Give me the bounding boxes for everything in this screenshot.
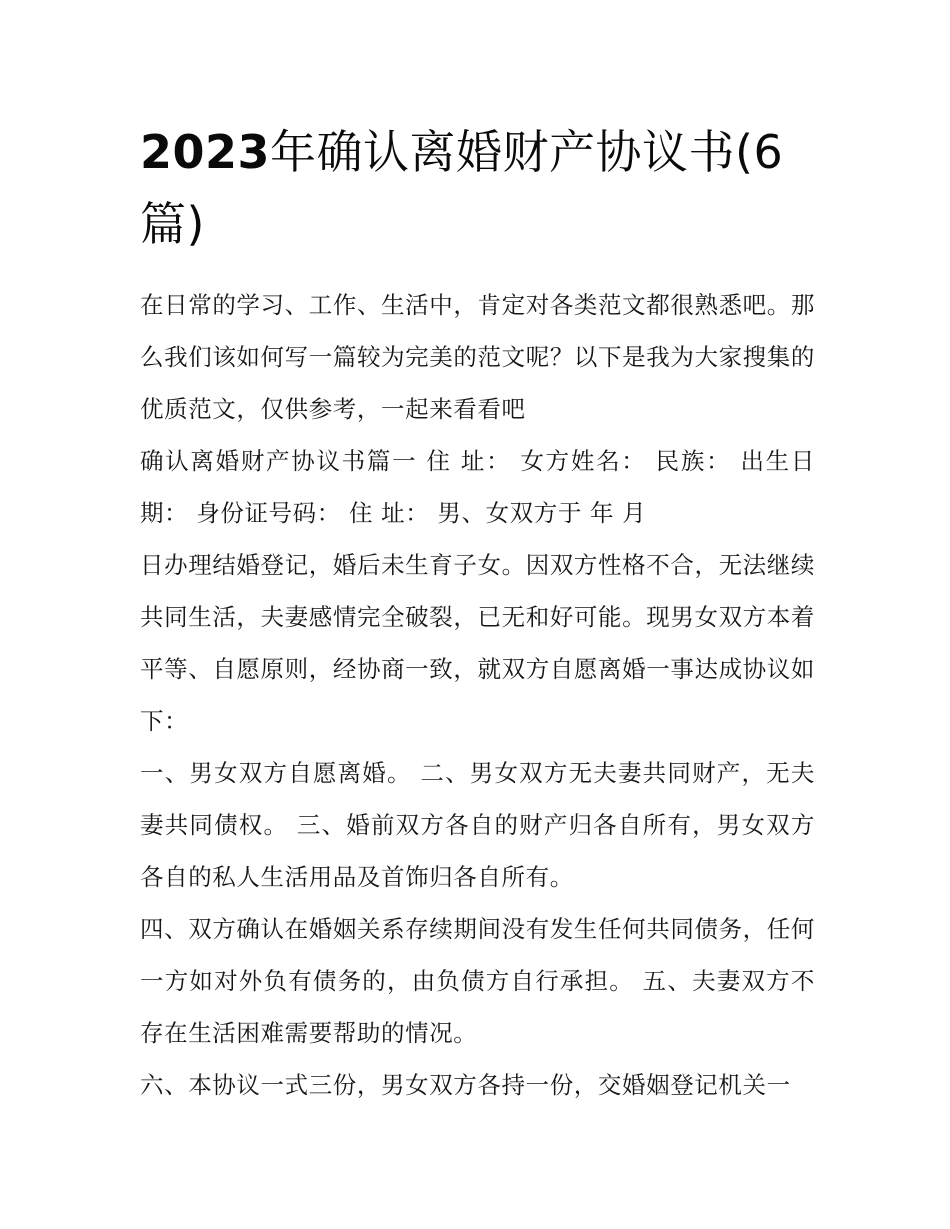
- document-body: [140, 279, 815, 1111]
- title-year: 2023: [140, 125, 271, 179]
- paragraph-clauses-1-3: 一、男女双方自愿离婚。 二、男女双方无夫妻共同财产，无夫妻共同债权。 三、婚前双方各自的财产归各自所有，男女双方各自的私人生活用品及首饰归各自所有。: [140, 759, 815, 891]
- title-text: 年确认离婚财产协议书(6篇): [140, 125, 784, 251]
- page-title: [140, 116, 820, 260]
- paragraph-intro: 在日常的学习、工作、生活中，肯定对各类范文都很熟悉吧。那么我们该如何写一篇较为完美的范文呢？以下是我为大家搜集的优质范文，仅供参考，一起来看看吧: [140, 291, 815, 423]
- paragraph-background: 日办理结婚登记，婚后未生育子女。因双方性格不合，无法继续共同生活，夫妻感情完全破裂，已无和好可能。现男女双方本着平等、自愿原则，经协商一致，就双方自愿离婚一事达成协议如下：: [140, 551, 815, 735]
- paragraph-clause-6: 六、本协议一式三份，男女双方各持一份，交婚姻登记机关一: [140, 1071, 791, 1099]
- paragraph-personal-info: 确认离婚财产协议书篇一 住 址： 女方姓名： 民族： 出生日期： 身份证号码： 住 址： 男、女双方于 年 月: [140, 447, 815, 527]
- paragraph-clauses-4-5: 四、双方确认在婚姻关系存续期间没有发生任何共同债务，任何一方如对外负有债务的，由负债方自行承担。 五、夫妻双方不存在生活困难需要帮助的情况。: [140, 915, 815, 1047]
